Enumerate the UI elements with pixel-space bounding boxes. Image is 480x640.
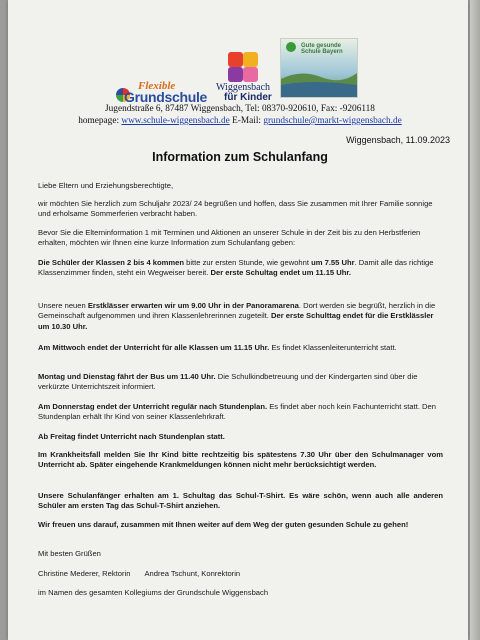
paragraph-bus [38, 372, 443, 393]
page-edge [470, 0, 480, 640]
logo-place: Wiggensbach [216, 82, 271, 93]
signer-principal: Christine Mederer, Rektorin [38, 569, 131, 578]
paragraph-welcome: wir möchten Sie herzlich zum Schuljahr 2023/ 24 begrüßen und hoffen, dass Sie zusammen mit Ihrer Familie sonnige und erholsame Sommerferien verbracht haben. [38, 199, 433, 219]
email-label: E-Mail: [232, 116, 261, 126]
p7-bold-a: Am Donnerstag endet der Unterricht regulär nach Stundenplan. [38, 402, 268, 411]
paragraph-sick-note [38, 450, 443, 471]
logo-name-top: Flexible [138, 80, 176, 92]
page-title: Information zum Schulanfang [152, 150, 328, 164]
logo-tagline: für Kinder [224, 92, 272, 103]
p8-bold: Ab Freitag findet Unterricht nach Stundenplan statt. [38, 432, 225, 441]
school-address: Jugendstraße 6, 87487 Wiggensbach, Tel: 08370-920610, Fax: -9206118 [105, 104, 375, 114]
greeting: Liebe Eltern und Erziehungsberechtigte, [38, 181, 174, 190]
paragraph-tshirt [38, 491, 443, 512]
homepage-link[interactable]: www.schule-wiggensbach.de [121, 116, 230, 126]
paragraph-thursday [38, 402, 443, 423]
closing-greeting: Mit besten Grüßen [38, 549, 101, 558]
p4-bold-b: Erstklässer erwarten wir um 9.00 Uhr in der Panoramarena [87, 301, 299, 310]
email-link[interactable]: grundschule@markt-wiggensbach.de [263, 116, 402, 126]
p3-bold-c: um 7.55 Uhr [311, 258, 355, 267]
p4-text-c: . Dort werden sie begrüßt, herzlich in die Gemeinschaft aufgenommen und ihren Klassenlehrerinnen zugeteilt. [38, 301, 436, 321]
school-logo [116, 43, 376, 105]
p7-text-b: Es findet aber noch kein Fachunterricht statt. Den Stundenplan erhält Ihr Kind von seiner Klassenlehrkraft. [38, 402, 436, 422]
paragraph-wednesday [38, 343, 443, 353]
paragraph-classes-2-4 [38, 258, 443, 279]
p11-bold: Wir freuen uns darauf, zusammen mit Ihnen weiter auf dem Weg der guten gesunden Schule zu gehen! [38, 520, 409, 529]
p3-text-d: . Damit alle das richtige Klassenzimmer finden, steht ein Wegweiser bereit. [38, 258, 434, 278]
homepage-label: homepage: [78, 116, 120, 126]
paragraph-friday [38, 432, 443, 442]
p3-bold-a: Die Schüler der Klassen 2 bis 4 kommen [38, 258, 185, 267]
paragraph-intro: Bevor Sie die Elterninformation 1 mit Terminen und Aktionen an unserer Schule in der Zeit bis zu den Herbstferien erhalten, möchten wir Ihnen eine kurze Information zum Schulanfang geben: [38, 228, 421, 248]
p3-bold-e: Der erste Schultag endet um 11.15 Uhr. [210, 268, 352, 278]
contact-line [0, 116, 480, 126]
paragraph-closing-wish [38, 520, 443, 530]
puzzle-icon [228, 52, 258, 82]
p4-text-a: Unsere neuen [38, 301, 88, 310]
letter-date: Wiggensbach, 11.09.2023 [346, 135, 450, 145]
p4-bold-d: Der erste Schulttag endet für die Erstklässler um 10.30 Uhr. [38, 311, 434, 331]
signer-deputy: Andrea Tschunt, Konrektorin [144, 569, 241, 578]
paragraph-first-graders [38, 301, 443, 332]
p9-bold: Im Krankheitsfall melden Sie Ihr Kind bitte rechtzeitig bis spätestens 7.30 Uhr über den Schulmanager vom Unterricht ab. Später eingehende Krankmeldungen können nicht mehr berücksichtigt werden. [38, 450, 443, 470]
logo-name-bottom: Grundschule [124, 89, 208, 105]
signers [38, 569, 443, 579]
p5-text-b: Es findet Klassenleiterunterricht statt. [269, 343, 397, 352]
p6-text-b: Die Schulkindbetreuung und der Kindergarten sind über die verkürzte Unterrichtszeit informiert. [38, 372, 418, 392]
p5-bold-a: Am Mittwoch endet der Unterricht für alle Klassen um 11.15 Uhr. [38, 343, 270, 352]
healthy-school-badge [280, 38, 358, 98]
p3-text-b: bitte zur ersten Stunde, wie gewohnt [184, 258, 312, 267]
footer-line: im Namen des gesamten Kollegiums der Grundschule Wiggensbach [38, 588, 269, 597]
p6-bold-a: Montag und Dienstag fährt der Bus um 11.40 Uhr. [38, 372, 216, 381]
p10-bold: Unsere Schulanfänger erhalten am 1. Schultag das Schul-T-Shirt. Es wäre schön, wenn auch alle anderen Schüler am ersten Tag das Schul-T-Shirt anziehen. [38, 491, 443, 511]
badge-text: Gute gesunde Schule Bayern [301, 43, 343, 55]
